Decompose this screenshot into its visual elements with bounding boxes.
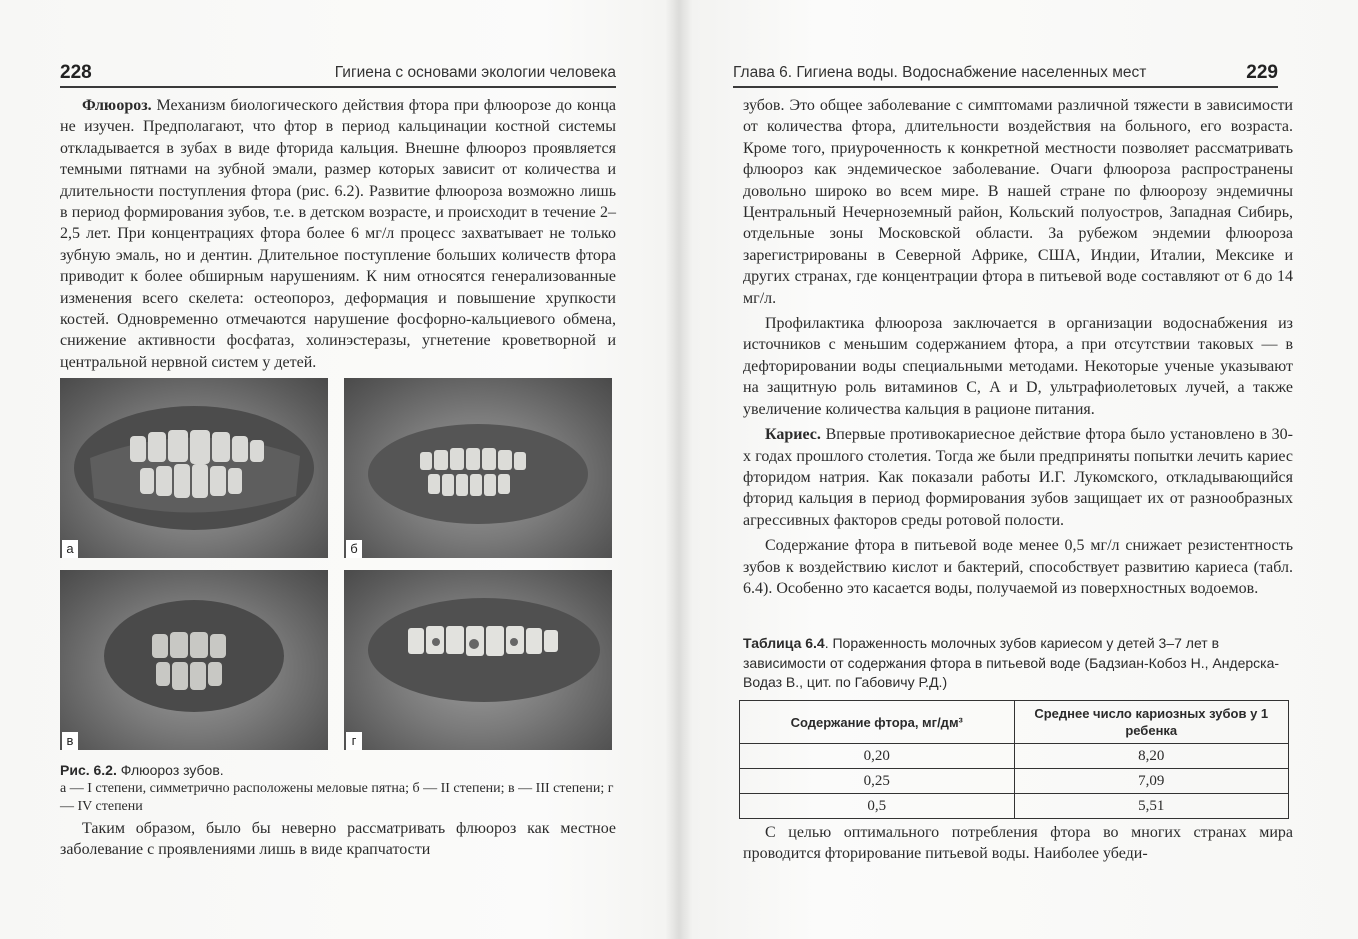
table-cell-fluoride: 0,25 (740, 769, 1015, 794)
right-page (679, 0, 1358, 939)
table-caption-label: Таблица 6.4 (743, 635, 825, 651)
panel-label-b: б (346, 540, 362, 558)
right-page-number: 229 (1246, 62, 1278, 83)
table-caption-text: . Пораженность молочных зубов кариесом у детей 3–7 лет в зависимости от содержания фтора в питьевой воде (Бадзиан-Кобоз Н., Андерска-Водаз В., цит. по Габовичу Р.Д.) (743, 635, 1280, 690)
fluorosis-text: Механизм биологического действия фтора при флюорозе до конца не изучен. Предполагают, что фтор в период кальцинации костной системы откладывается в зубах в виде фторида кальция. Внешне флюороз проявляется темными пятнами на зубной эмали, размер которых зависит от количества и длительности поступления фтора (рис. 6.2). Развитие флюороза возможно лишь в период формирования зубов, т.е. в детском возрасте, и происходит в течение 2–2,5 лет. При концентрациях фтора более 6 мг/л процесс захватывает не только зубную эмаль, но и дентин. Длительное поступление больших количеств фтора приводит к более обширным нарушениям. К ним относятся генерализованные изменения всего скелета: остеопороз, деформация и повышение хрупкости костей. Одновременно отмечаются нарушение фосфорно-кальциевого обмена, снижение активности фосфатаз, холинэстеразы, угнетение кроветворной и центральной нервной систем у детей. (60, 97, 616, 371)
left-page-header (60, 60, 616, 88)
right-paragraph-prophylaxis: Профилактика флюороза заключается в организации водоснабжения из источников с меньшим содержанием фтора, а при отсутствии таковых — в дефторировании воды специальными методами. Некоторые ученые указывают на защитную роль витаминов С, А и D, ультрафиолетовых лучей, а также увеличение количества кальция в рационе питания. (743, 315, 1293, 418)
right-paragraph-endemic: зубов. Это общее заболевание с симптомами различной тяжести в зависимости от количества фтора, длительности воздействия на больного, его возраста. Кроме того, приуроченность к конкретной местности позволяет рассматривать флюороз как эндемическое заболевание. Очаги флюороза распространены довольно широко во всем мире. В нашей стране по флюорозу эндемичны Центральный Нечерноземный район, Кольский полуостров, Западная Сибирь, отдельные зоны Московской области. За рубежом эндемии флюороза зарегистрированы в Северной Африке, США, Индии, Италии, Мексике и других странах, где концентрации фтора в питьевой воде составляют от 6 до 14 мг/л. (743, 97, 1293, 307)
table-cell-caries: 5,51 (1014, 794, 1289, 819)
fluorosis-heading: Флюороз. (82, 97, 152, 114)
table-cell-fluoride: 0,5 (740, 794, 1015, 819)
figure-caption-text: а — I степени, симметрично расположены меловые пятна; б — II степени; в — III степени; г — IV степени (60, 780, 614, 814)
table-row (740, 769, 1289, 794)
caries-table (739, 700, 1289, 819)
right-page-header (733, 60, 1278, 88)
figure-caption-title: Флюороз зубов. (116, 762, 224, 778)
photo-a-teeth (60, 378, 328, 558)
right-running-title: Глава 6. Гигиена воды. Водоснабжение населенных мест (733, 64, 1147, 81)
table-row (740, 794, 1289, 819)
left-running-title: Гигиена с основами экологии человека (334, 64, 616, 81)
right-body-text (743, 95, 1293, 599)
caries-heading: Кариес. (765, 426, 821, 444)
figure-caption (60, 761, 616, 817)
table-caption (743, 634, 1293, 693)
left-paragraph-conclusion (60, 818, 616, 861)
left-paragraph-fluorosis (60, 95, 616, 373)
right-paragraph-fluoride-content: Содержание фтора в питьевой воде менее 0,5 мг/л снижает резистентность зубов к воздействию кислот и бактерий, способствует развитию кариеса (табл. 6.4). Особенно это касается воды, получаемой из поверхностных водоемов. (743, 537, 1293, 597)
right-paragraph-fluoridation (743, 822, 1293, 865)
table-cell-caries: 8,20 (1014, 744, 1289, 769)
photo-b-teeth (344, 378, 612, 558)
fluoridation-text: С целью оптимального потребления фтора во многих странах мира проводится фторирование питьевой воды. Наиболее убеди- (743, 824, 1293, 863)
left-page-number: 228 (60, 62, 92, 83)
conclusion-text: Таким образом, было бы неверно рассматривать флюороз как местное заболевание с проявлениями лишь в виде крапчатости (60, 820, 616, 859)
table-header-caries: Среднее число кариозных зубов у 1 ребенка (1014, 701, 1289, 744)
photo-v-teeth (60, 570, 328, 750)
panel-label-g: г (346, 732, 362, 750)
table-row (740, 744, 1289, 769)
photo-g-teeth (344, 570, 612, 750)
figure-6-2 (60, 378, 616, 754)
panel-label-v: в (62, 732, 78, 750)
table-cell-caries: 7,09 (1014, 769, 1289, 794)
table-cell-fluoride: 0,20 (740, 744, 1015, 769)
caries-text: Впервые противокариесное действие фтора было установлено в 30-х годах прошлого столетия. Тогда же были предприняты попытки лечить кариес фторидом натрия. Как показали работы И.Г. Лукомского, откладывающийся фторид кальция в период формирования зубов защищает их от разнообразных агрессивных факторов среды ротовой полости. (743, 426, 1293, 529)
figure-caption-label: Рис. 6.2. (60, 762, 117, 778)
table-header-row (740, 701, 1289, 744)
table-header-fluoride: Содержание фтора, мг/дм³ (740, 701, 1015, 744)
panel-label-a: а (62, 540, 78, 558)
